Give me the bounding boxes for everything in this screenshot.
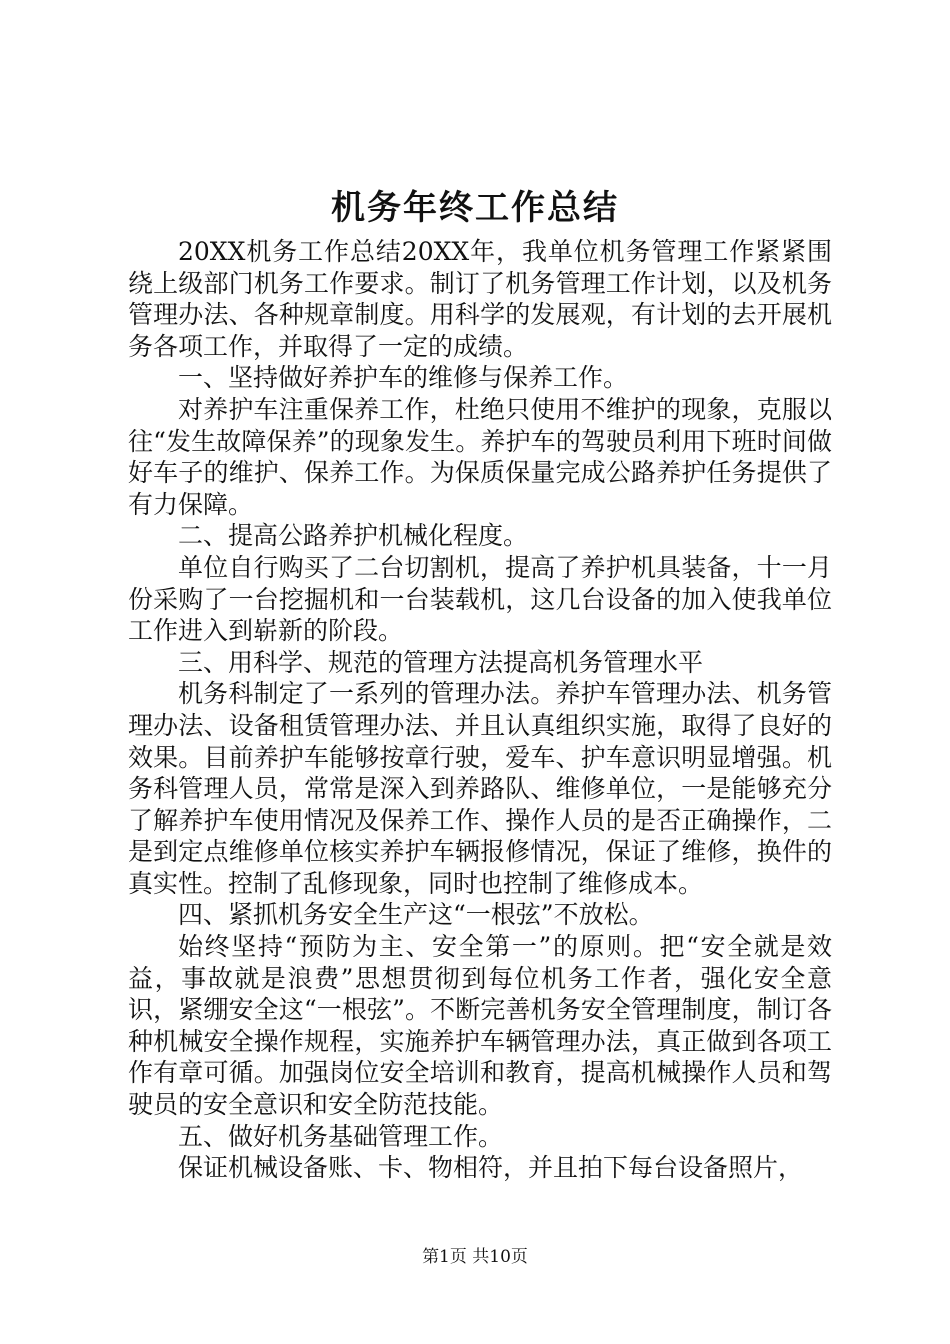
paragraph-section-5: 保证机械设备账、卡、物相符，并且拍下每台设备照片，: [178, 1153, 804, 1183]
section-heading-2: 二、提高公路养护机械化程度。: [178, 521, 529, 551]
paragraph-section-2: 单位自行购买了二台切割机，提高了养护机具装备，十一月份采购了一台挖掘机和一台装载机，这几台设备的加入使我单位工作进入到崭新的阶段。: [128, 552, 832, 646]
page-indicator: 第1页 共10页: [422, 1247, 528, 1267]
paragraph-section-4: 始终坚持“预防为主、安全第一”的原则。把“安全就是效益，事故就是浪费”思想贯彻到每位机务工作者，强化安全意识，紧绷安全这“一根弦”。不断完善机务安全管理制度，制订各种机械安全操作规程，实施养护车辆管理办法，真正做到各项工作有章可循。加强岗位安全培训和教育，提高机械操作人员和驾驶员的安全意识和安全防范技能。: [128, 932, 832, 1120]
document-title: 机务年终工作总结: [331, 188, 619, 228]
paragraph-section-1: 对养护车注重保养工作，杜绝只使用不维护的现象，克服以往“发生故障保养”的现象发生。养护车的驾驶员利用下班时间做好车子的维护、保养工作。为保质保量完成公路养护任务提供了有力保障。: [128, 394, 832, 519]
section-heading-5: 五、做好机务基础管理工作。: [178, 1121, 504, 1151]
section-heading-1: 一、坚持做好养护车的维修与保养工作。: [178, 363, 629, 393]
section-heading-4: 四、紧抓机务安全生产这“一根弦”不放松。: [178, 900, 654, 930]
paragraph-section-3: 机务科制定了一系列的管理办法。养护车管理办法、机务管理办法、设备租赁管理办法、并且认真组织实施，取得了良好的效果。目前养护车能够按章行驶，爱车、护车意识明显增强。机务科管理人员，常常是深入到养路队、维修单位，一是能够充分了解养护车使用情况及保养工作、操作人员的是否正确操作，二是到定点维修单位核实养护车辆报修情况，保证了维修，换件的真实性。控制了乱修现象，同时也控制了维修成本。: [128, 679, 832, 898]
document-body: [128, 236, 832, 1184]
section-heading-3: 三、用科学、规范的管理方法提高机务管理水平: [178, 647, 704, 677]
paragraph-intro: 20XX机务工作总结20XX年，我单位机务管理工作紧紧围绕上级部门机务工作要求。制订了机务管理工作计划，以及机务管理办法、各种规章制度。用科学的发展观，有计划的去开展机务各项工作，并取得了一定的成绩。: [128, 237, 832, 361]
